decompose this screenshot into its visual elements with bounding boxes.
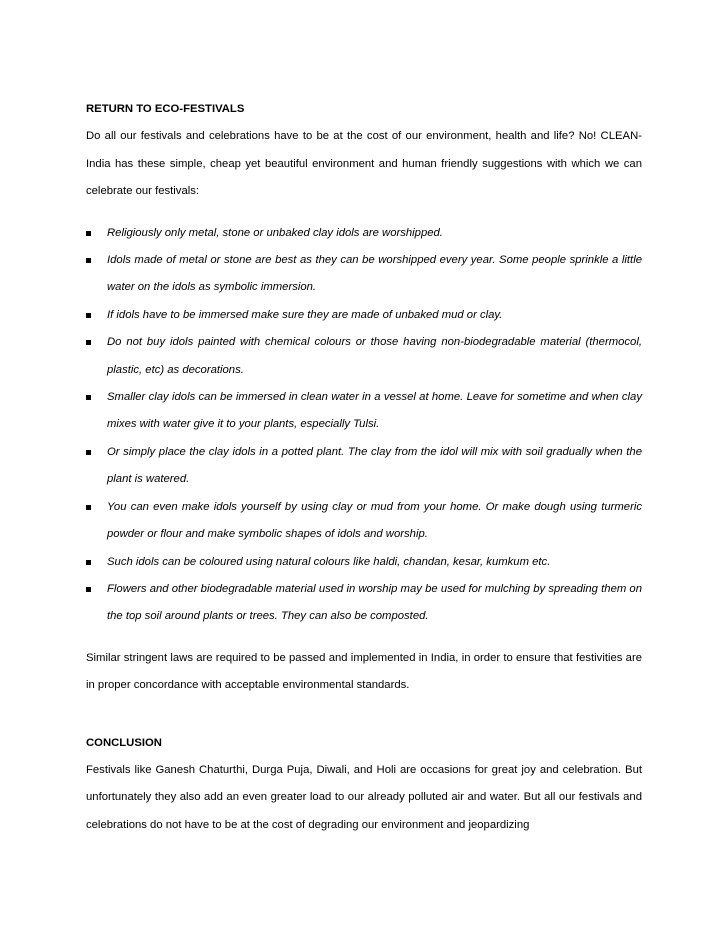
spacer bbox=[86, 631, 642, 645]
list-item-text: Such idols can be coloured using natural colours like haldi, chandan, kesar, kumkum etc. bbox=[107, 555, 551, 568]
list-item bbox=[86, 494, 642, 549]
square-bullet-icon bbox=[86, 313, 91, 318]
list-item-text: Idols made of metal or stone are best as they can be worshipped every year. Some people sprinkle a little water on the idols as symbolic immersion. bbox=[107, 254, 642, 294]
list-item bbox=[86, 439, 642, 494]
list-item-text: Or simply place the clay idols in a potted plant. The clay from the idol will mix with soil gradually when the plant is watered. bbox=[107, 445, 642, 486]
square-bullet-icon bbox=[86, 450, 91, 455]
list-item-text: If idols have to be immersed make sure they are made of unbaked mud or clay. bbox=[107, 308, 503, 321]
square-bullet-icon bbox=[86, 231, 91, 236]
laws-paragraph: Similar stringent laws are required to be passed and implemented in India, in order to ensure that festivities are in proper concordance with acceptable environmental standards. bbox=[86, 651, 642, 692]
list-item bbox=[86, 576, 642, 631]
list-item-text: Do not buy idols painted with chemical colours or those having non-biodegradable material (thermocol, plastic, etc) as decorations. bbox=[107, 336, 642, 376]
square-bullet-icon bbox=[86, 258, 91, 263]
square-bullet-icon bbox=[86, 560, 91, 565]
document-page bbox=[86, 96, 642, 839]
list-item bbox=[86, 329, 642, 384]
spacer bbox=[86, 700, 642, 730]
list-item-text: Smaller clay idols can be immersed in clean water in a vessel at home. Leave for sometime and when clay mixes with water give it to your plants, especially Tulsi. bbox=[107, 391, 642, 431]
list-item-text: Flowers and other biodegradable material used in worship may be used for mulching by spreading them on the top soil around plants or trees. They can also be composted. bbox=[107, 582, 642, 623]
square-bullet-icon bbox=[86, 505, 91, 510]
suggestions-list bbox=[86, 220, 642, 631]
list-item bbox=[86, 220, 642, 247]
spacer bbox=[86, 206, 642, 220]
list-item bbox=[86, 384, 642, 439]
conclusion-paragraph: Festivals like Ganesh Chaturthi, Durga Puja, Diwali, and Holi are occasions for great joy and celebration. But unfortunately they also add an even greater load to our already polluted air and water. But all our festivals and celebrations do not have to be at the cost of degrading our environment and jeopardizing bbox=[86, 763, 642, 831]
square-bullet-icon bbox=[86, 587, 91, 592]
section-heading-eco-festivals: RETURN TO ECO-FESTIVALS bbox=[86, 103, 245, 115]
intro-paragraph: Do all our festivals and celebrations have to be at the cost of our environment, health and life? No! CLEAN-India has these simple, cheap yet beautiful environment and human friendly suggestions with which we can celebrate our festivals: bbox=[86, 130, 642, 198]
section-heading-conclusion: CONCLUSION bbox=[86, 736, 162, 749]
list-item bbox=[86, 549, 642, 576]
square-bullet-icon bbox=[86, 395, 91, 400]
square-bullet-icon bbox=[86, 340, 91, 345]
list-item bbox=[86, 302, 642, 329]
list-item-text: Religiously only metal, stone or unbaked clay idols are worshipped. bbox=[107, 226, 443, 239]
list-item-text: You can even make idols yourself by using clay or mud from your home. Or make dough using turmeric powder or flour and make symbolic shapes of idols and worship. bbox=[107, 500, 642, 541]
list-item bbox=[86, 247, 642, 302]
